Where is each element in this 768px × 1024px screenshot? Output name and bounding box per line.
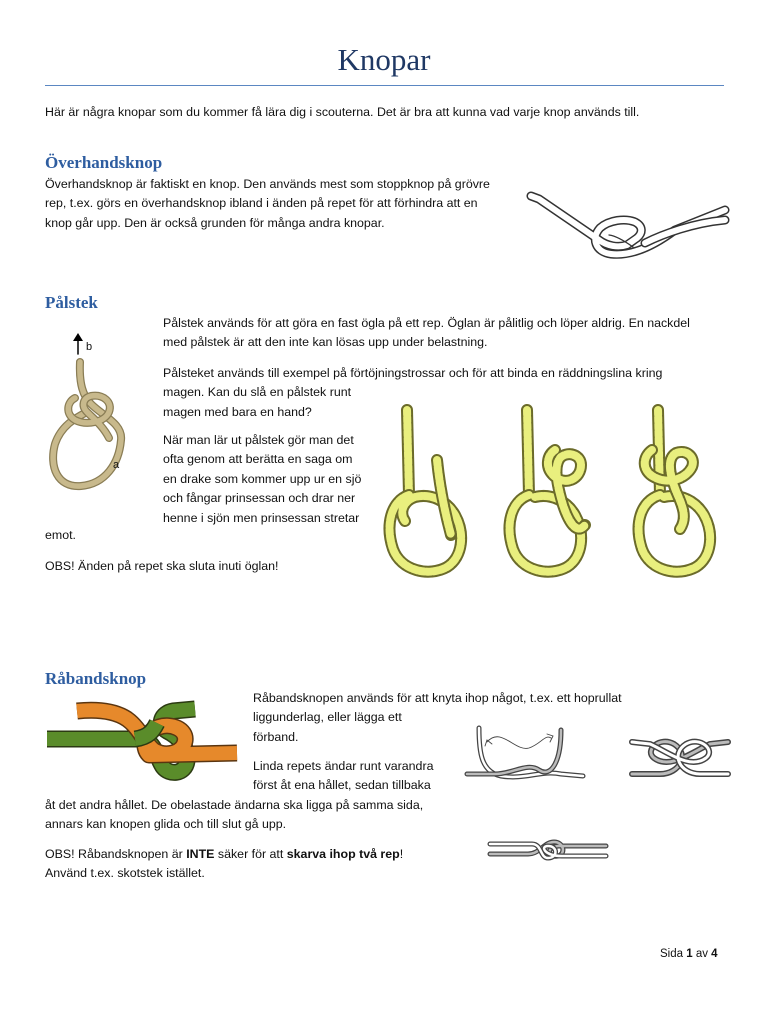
footer-pre: Sida	[660, 948, 687, 960]
bowline-line: en drake som kommer upp ur en sjö	[163, 471, 362, 486]
reef-line: åt det andra hållet. De obelastade ändarna ska ligga på samma sida,	[45, 798, 424, 812]
reef-note-bold-1: INTE	[186, 847, 215, 861]
overhand-paragraph	[45, 175, 525, 233]
footer-mid: av	[692, 948, 712, 960]
bowline-line: Pålstek används för att göra en fast ögla på ett rep. Öglan är pålitlig och löper aldrig. En nackdel	[163, 316, 690, 330]
reef-line: förband.	[253, 729, 299, 744]
reef-line: annars kan knopen glida och till slut gå upp.	[45, 817, 287, 832]
overhand-line: knop går upp. Den är också grunden för många andra knopar.	[45, 215, 385, 230]
bowline-line: ofta genom att berätta en saga om	[163, 452, 353, 467]
bowline-steps-image	[385, 405, 730, 590]
bowline-line: henne i sjön men prinsessan stretar	[163, 510, 360, 525]
overhand-knot-image	[525, 190, 730, 270]
bowline-line: När man lär ut pålstek gör man det	[163, 433, 354, 447]
overhand-line: rep, t.ex. görs en överhandsknop ibland i änden på repet för att förhindra att en	[45, 196, 478, 211]
reef-line: liggunderlag, eller lägga ett	[253, 710, 402, 725]
label-b: b	[86, 341, 93, 353]
intro-text: Här är några knopar som du kommer få lära dig i scouterna. Det är bra att kunna vad varje knop används till.	[45, 105, 640, 119]
reef-knot-color-image	[45, 695, 240, 785]
bowline-note: OBS! Änden på repet ska sluta inuti öglan!	[45, 559, 279, 573]
page-footer	[660, 948, 718, 960]
reef-note-post: !	[399, 847, 404, 861]
bowline-line: med pålstek är att den inte kan lösas upp under belastning.	[163, 335, 488, 350]
reef-paragraph-2-cont	[45, 796, 465, 835]
reef-knot-step-2	[630, 730, 730, 785]
reef-knot-step-1	[465, 722, 585, 792]
page-title: Knopar	[337, 42, 431, 77]
bowline-line: magen. Kan du slå en pålstek runt	[163, 385, 352, 400]
reef-paragraph-1	[253, 689, 673, 747]
reef-paragraph-2	[253, 757, 453, 796]
bowline-line: och fångar prinsessan och drar ner	[163, 491, 356, 506]
reef-line: Linda repets ändar runt varandra	[253, 759, 434, 773]
overhand-line: Överhandsknop är faktiskt en knop. Den används mest som stoppknop på grövre	[45, 177, 490, 191]
footer-total: 4	[711, 948, 718, 960]
title-rule	[45, 85, 724, 86]
bowline-line: emot.	[45, 528, 76, 542]
heading-reef: Råbandsknop	[45, 669, 147, 688]
bowline-paragraph-1	[163, 314, 743, 353]
reef-note-pre: OBS! Råbandsknopen är	[45, 847, 187, 861]
bowline-paragraph-3	[163, 431, 393, 528]
reef-line: Råbandsknopen används för att knyta ihop något, t.ex. ett hoprullat	[253, 691, 622, 705]
bowline-line: Pålsteket används till exempel på förtöjningstrossar och för att binda en räddningslina kring	[163, 366, 663, 380]
bowline-diagram	[45, 332, 155, 492]
label-a: a	[113, 459, 120, 471]
reef-line: först åt ena hållet, sedan tillbaka	[253, 778, 431, 793]
reef-knot-finished	[488, 832, 608, 868]
reef-note-line-2: Använd t.ex. skotstek istället.	[45, 866, 205, 881]
bowline-line: magen med bara en hand?	[163, 404, 312, 419]
reef-note	[45, 845, 465, 884]
footer-page: 1	[686, 948, 693, 960]
heading-bowline: Pålstek	[45, 293, 98, 312]
heading-overhand: Överhandsknop	[45, 153, 163, 172]
reef-note-bold-2: skarva ihop två rep	[286, 847, 400, 861]
reef-note-mid: säker för att	[214, 847, 287, 861]
